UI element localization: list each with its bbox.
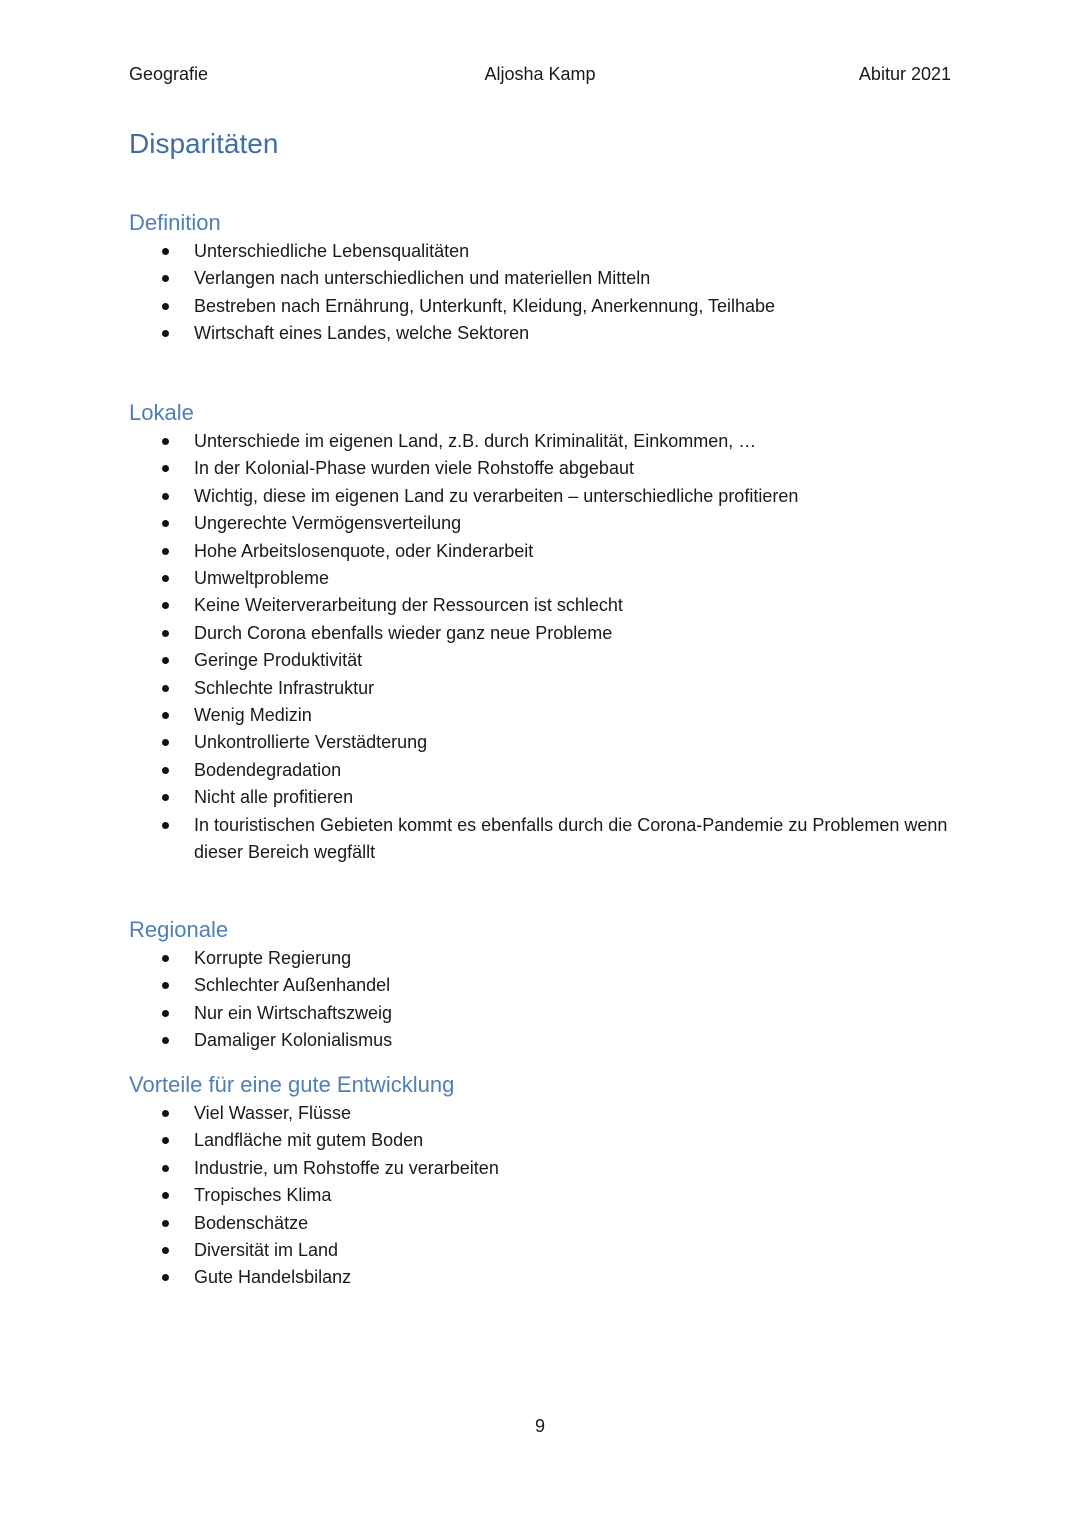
section-definition xyxy=(129,208,951,348)
list-item-text: Wenig Medizin xyxy=(194,705,312,726)
list-item xyxy=(129,1237,951,1264)
list-item xyxy=(129,729,951,756)
list-item-text: Landfläche mit gutem Boden xyxy=(194,1130,424,1151)
list-item-text: Verlangen nach unterschiedlichen und materiellen Mitteln xyxy=(194,268,651,289)
list-item-text: Keine Weiterverarbeitung der Ressourcen ist schlecht xyxy=(194,595,623,616)
list-item xyxy=(129,510,951,537)
list-item-text: Wirtschaft eines Landes, welche Sektoren xyxy=(194,323,530,344)
list-item-text: Industrie, um Rohstoffe zu verarbeiten xyxy=(194,1157,499,1178)
bullet-icon xyxy=(162,303,169,310)
bullet-icon xyxy=(162,822,169,829)
list-item xyxy=(129,565,951,592)
bullet-icon xyxy=(162,767,169,774)
list-item xyxy=(129,293,951,320)
list-item-text: Ungerechte Vermögensverteilung xyxy=(194,513,462,534)
bullet-icon xyxy=(162,794,169,801)
bullet-icon xyxy=(162,602,169,609)
list-item xyxy=(129,238,951,265)
list-item xyxy=(129,702,951,729)
list-item xyxy=(129,428,951,455)
page-title: Disparitäten xyxy=(129,128,279,159)
bullet-list xyxy=(129,945,951,1055)
list-item xyxy=(129,455,951,482)
bullet-list xyxy=(129,238,951,348)
list-item-text: Durch Corona ebenfalls wieder ganz neue Probleme xyxy=(194,622,613,643)
bullet-icon xyxy=(162,248,169,255)
section-lokale xyxy=(129,398,951,867)
list-item xyxy=(129,1027,951,1054)
bullet-icon xyxy=(162,1192,169,1199)
list-item-text: Bestreben nach Ernährung, Unterkunft, Kleidung, Anerkennung, Teilhabe xyxy=(194,295,776,316)
list-item xyxy=(129,1182,951,1209)
list-item-text: Schlechter Außenhandel xyxy=(194,975,391,996)
bullet-icon xyxy=(162,1010,169,1017)
bullet-icon xyxy=(162,982,169,989)
list-item xyxy=(129,784,951,811)
section-regionale xyxy=(129,915,951,1055)
bullet-icon xyxy=(162,1220,169,1227)
list-item-text: Unkontrollierte Verstädterung xyxy=(194,732,428,753)
bullet-icon xyxy=(162,275,169,282)
list-item xyxy=(129,1127,951,1154)
bullet-icon xyxy=(162,1165,169,1172)
section-vorteile xyxy=(129,1070,951,1292)
list-item xyxy=(129,1155,951,1182)
bullet-icon xyxy=(162,575,169,582)
bullet-icon xyxy=(162,1110,169,1117)
list-item-text: Wichtig, diese im eigenen Land zu verarbeiten – unterschiedliche profitieren xyxy=(194,485,799,506)
list-item-text: Gute Handelsbilanz xyxy=(194,1267,352,1288)
list-item xyxy=(129,812,951,867)
list-item-text: In touristischen Gebieten kommt es ebenfalls durch die Corona-Pandemie zu Problemen wenn dieser Bereich wegfällt xyxy=(194,814,948,863)
bullet-icon xyxy=(162,438,169,445)
bullet-icon xyxy=(162,657,169,664)
list-item-text: Bodendegradation xyxy=(194,759,342,780)
bullet-icon xyxy=(162,685,169,692)
bullet-icon xyxy=(162,712,169,719)
list-item-text: Hohe Arbeitslosenquote, oder Kinderarbeit xyxy=(194,540,534,561)
list-item xyxy=(129,675,951,702)
section-heading: Regionale xyxy=(129,917,229,942)
page-header xyxy=(129,64,951,90)
list-item xyxy=(129,1100,951,1127)
list-item-text: Nicht alle profitieren xyxy=(194,787,354,808)
list-item xyxy=(129,538,951,565)
bullet-icon xyxy=(162,1037,169,1044)
list-item xyxy=(129,483,951,510)
list-item-text: Umweltprobleme xyxy=(194,568,330,589)
list-item-text: Viel Wasser, Flüsse xyxy=(194,1103,352,1123)
list-item-text: Schlechte Infrastruktur xyxy=(194,677,375,698)
list-item-text: Diversität im Land xyxy=(194,1240,339,1261)
bullet-icon xyxy=(162,739,169,746)
list-item xyxy=(129,1000,951,1027)
bullet-icon xyxy=(162,330,169,337)
list-item-text: Unterschiede im eigenen Land, z.B. durch Kriminalität, Einkommen, … xyxy=(194,431,757,451)
list-item-text: In der Kolonial-Phase wurden viele Rohstoffe abgebaut xyxy=(194,458,634,479)
bullet-icon xyxy=(162,1137,169,1144)
page-number: 9 xyxy=(534,1416,545,1436)
bullet-list xyxy=(129,428,951,867)
bullet-icon xyxy=(162,630,169,637)
bullet-icon xyxy=(162,1274,169,1281)
list-item-text: Tropisches Klima xyxy=(194,1185,332,1206)
list-item-text: Geringe Produktivität xyxy=(194,650,363,671)
bullet-icon xyxy=(162,465,169,472)
section-heading: Lokale xyxy=(129,400,194,425)
bullet-icon xyxy=(162,548,169,555)
section-heading: Vorteile für eine gute Entwicklung xyxy=(129,1072,455,1097)
bullet-icon xyxy=(162,493,169,500)
list-item xyxy=(129,620,951,647)
header-author: Aljosha Kamp xyxy=(484,64,596,84)
list-item-text: Bodenschätze xyxy=(194,1212,309,1233)
list-item xyxy=(129,972,951,999)
bullet-icon xyxy=(162,1247,169,1254)
list-item xyxy=(129,757,951,784)
list-item-text: Damaliger Kolonialismus xyxy=(194,1030,393,1051)
list-item xyxy=(129,1210,951,1237)
list-item xyxy=(129,945,951,972)
header-exam: Abitur 2021 xyxy=(858,64,951,84)
bullet-icon xyxy=(162,955,169,962)
list-item xyxy=(129,647,951,674)
bullet-list xyxy=(129,1100,951,1292)
list-item-text: Korrupte Regierung xyxy=(194,948,352,968)
list-item-text: Unterschiedliche Lebensqualitäten xyxy=(194,241,470,261)
list-item xyxy=(129,320,951,347)
list-item xyxy=(129,265,951,292)
section-heading: Definition xyxy=(129,210,221,235)
header-subject: Geografie xyxy=(129,64,209,84)
list-item xyxy=(129,1264,951,1291)
list-item xyxy=(129,592,951,619)
bullet-icon xyxy=(162,520,169,527)
list-item-text: Nur ein Wirtschaftszweig xyxy=(194,1002,393,1023)
